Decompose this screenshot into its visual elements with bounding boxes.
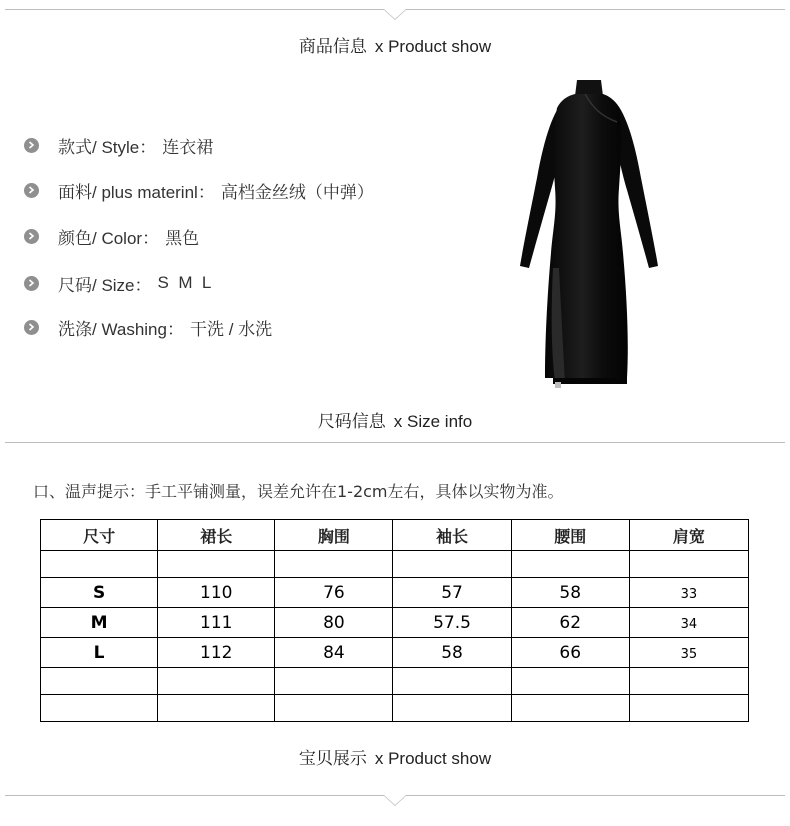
attribute-row-material [24, 179, 374, 201]
table-cell: 66 [511, 638, 629, 668]
size-table-header: 胸围 [275, 520, 393, 551]
table-cell-size: S [41, 578, 158, 608]
table-cell [393, 695, 511, 722]
chevron-right-circle-icon [24, 320, 39, 335]
table-cell: 110 [158, 578, 275, 608]
attribute-row-color [24, 225, 199, 247]
table-cell [629, 551, 748, 578]
table-cell: 58 [393, 638, 511, 668]
table-row [41, 608, 749, 638]
table-cell: 58 [511, 578, 629, 608]
attribute-label: 颜色/ Color： [58, 228, 160, 248]
attribute-row-size [24, 272, 211, 294]
attribute-row-washing [24, 316, 272, 338]
size-info-title-en: x Size info [393, 412, 473, 431]
product-show-title-en: x Product show [374, 749, 492, 768]
attribute-label: 洗涤/ Washing： [58, 319, 184, 339]
product-info-title-cn: 商品信息 [298, 37, 367, 56]
measurement-notice: 口、温声提示：手工平铺测量，误差允许在1-2cm左右，具体以实物为准。 [33, 482, 564, 501]
table-cell: 33 [629, 578, 748, 608]
table-cell [275, 695, 393, 722]
product-info-title-en: x Product show [374, 37, 492, 56]
table-cell: 112 [158, 638, 275, 668]
attribute-value: S M L [157, 273, 212, 292]
size-table-header: 腰围 [511, 520, 629, 551]
table-cell [41, 695, 158, 722]
table-cell [511, 668, 629, 695]
table-cell [158, 695, 275, 722]
size-table-header-row [41, 520, 749, 551]
table-cell-size: L [41, 638, 158, 668]
bottom-notch-inner [384, 795, 406, 805]
attribute-value: 干洗 / 水洗 [189, 319, 273, 339]
size-table-header: 尺寸 [41, 520, 158, 551]
table-cell: 111 [158, 608, 275, 638]
attribute-label: 款式/ Style： [58, 137, 157, 157]
attribute-label: 面料/ plus materinl： [58, 182, 215, 202]
table-cell [393, 551, 511, 578]
size-table-header: 肩宽 [629, 520, 748, 551]
table-cell [511, 551, 629, 578]
table-cell: 35 [629, 638, 748, 668]
top-notch-inner [384, 9, 406, 19]
size-info-title-cn: 尺码信息 [317, 412, 386, 431]
table-cell [158, 668, 275, 695]
table-cell: 76 [275, 578, 393, 608]
table-cell [275, 668, 393, 695]
attribute-label: 尺码/ Size： [58, 275, 152, 295]
table-cell [393, 668, 511, 695]
table-cell: 80 [275, 608, 393, 638]
table-cell: 57.5 [393, 608, 511, 638]
attribute-row-style [24, 134, 213, 156]
table-cell: 57 [393, 578, 511, 608]
chevron-right-circle-icon [24, 183, 39, 198]
size-table-header: 袖长 [393, 520, 511, 551]
table-cell [629, 695, 748, 722]
size-table-header: 裙长 [158, 520, 275, 551]
size-info-title [0, 412, 790, 432]
size-table-empty-row [41, 695, 749, 722]
table-cell [158, 551, 275, 578]
chevron-right-circle-icon [24, 138, 39, 153]
table-cell [629, 668, 748, 695]
product-show-title-cn: 宝贝展示 [298, 749, 367, 768]
table-cell [41, 668, 158, 695]
table-cell [275, 551, 393, 578]
table-cell-size: M [41, 608, 158, 638]
table-row [41, 578, 749, 608]
table-cell [511, 695, 629, 722]
table-row [41, 638, 749, 668]
table-cell: 34 [629, 608, 748, 638]
size-table-empty-row [41, 668, 749, 695]
chevron-right-circle-icon [24, 229, 39, 244]
size-info-divider [5, 442, 785, 443]
table-cell [41, 551, 158, 578]
attribute-value: 高档金丝绒（中弹） [220, 182, 374, 202]
chevron-right-circle-icon [24, 276, 39, 291]
table-cell: 62 [511, 608, 629, 638]
black-velvet-qipao-dress-icon [515, 78, 663, 390]
table-cell: 84 [275, 638, 393, 668]
size-table [40, 519, 749, 722]
product-info-title [0, 37, 790, 57]
product-show-title [0, 749, 790, 769]
size-table-empty-row [41, 551, 749, 578]
attribute-value: 连衣裙 [162, 137, 214, 157]
attribute-value: 黑色 [165, 228, 200, 248]
